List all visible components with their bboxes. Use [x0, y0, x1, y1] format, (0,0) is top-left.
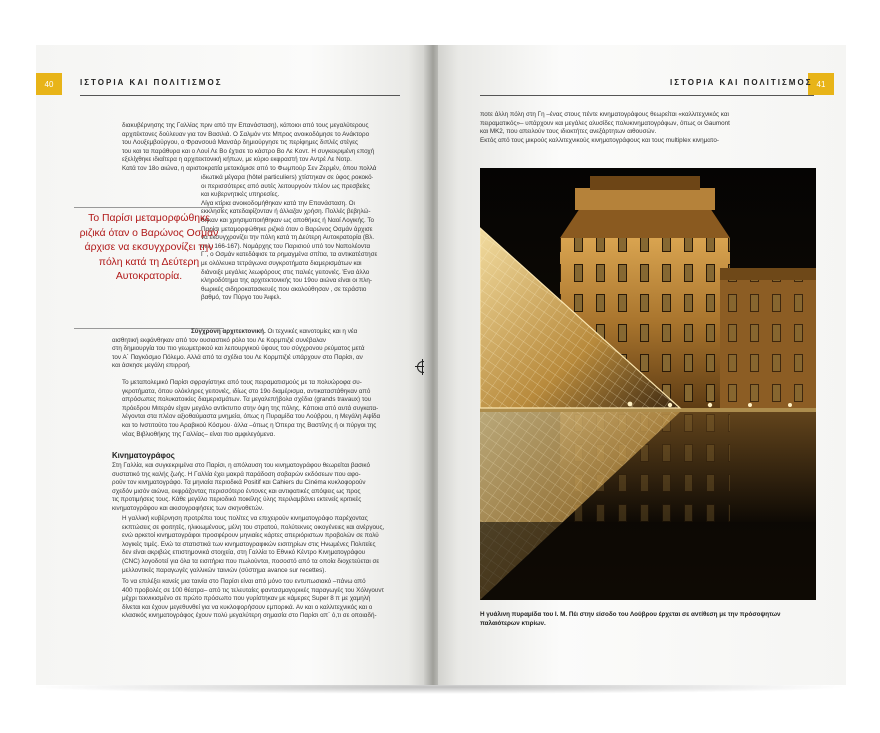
cinema-subheading: Κινηματογράφος — [112, 451, 175, 460]
text-line: διακυβέρνησης της Γαλλίας πριν από την Επανάσταση), κάποιοι από τους μεγαλύτερους — [122, 122, 369, 129]
text-line: κληροδότημα της αρχιτεκτονικής του 19ου αιώνα είναι οι πλη- — [201, 277, 373, 285]
text-line: εκκλησίες κατεδαφίζονταν ή άλλαζαν χρήση. Πολλές βεβηλώ- — [201, 208, 371, 216]
cinema-paragraph-1 — [112, 462, 400, 514]
text-line: ενώ αρκετοί κινηματογράφοι προσφέρουν μηνιαίες κάρτες απεριόριστων προβολών σε πολύ — [122, 532, 379, 540]
text-line: κινηματογράφου και ακισογραφήσεις των σκηνοθετών. — [112, 504, 264, 512]
text-line: τις προτιμήσεις τους. Κάθε μεγάλο περιοδικό ποικίλης ύλης περιλαμβάνει εκτενείς κριτικές — [112, 496, 362, 504]
text-line: εκπτώσεις σε φοιτητές, ηλικιωμένους, μέλη του στρατού, πολύτεκνες οικογένειες και ανέργους, — [122, 523, 385, 531]
text-line: Γ΄, ο Οσμάν κατεδάφισε τα ρημαγμένα σπίτια, τα αντικατέστησε — [201, 251, 378, 259]
photo-caption — [480, 610, 816, 628]
text-line: Εκτός από τους μικρούς καλλιτεχνικούς κινηματογράφους και τους multiplex κινηματο- — [480, 136, 719, 144]
text-line: λέγονται στα πλέον αξιοθαύμαστα μνημεία, όπως η Πυραμίδα του Λούβρου, η Μεγάλη Αψίδα — [122, 413, 381, 421]
text-line: Παρίσι μεταμορφώθηκε ριζικά όταν ο Βαρώνος Οσμάν άρχισε — [201, 225, 373, 233]
text-line: και κυβερνητικές υπηρεσίες. — [201, 191, 280, 199]
text-line: Κατά τον 18ο αιώνα, η αριστοκρατία μετακόμισε από το Φωμπούρ Σεν Ζερμέν, όπου πολλά — [122, 164, 377, 172]
text-line: λογικές τιμές. Ενώ τα στατιστικά των κινηματογραφικών εισιτηρίων στις Ηνωμένες Πολιτείες — [122, 540, 376, 548]
text-line: οι περισσότερες από αυτές λειτουργούν πλέον ως πρεσβείες — [201, 182, 370, 190]
text-line: διάνοιξε μεγάλες λεωφόρους στις παλιές γειτονιές. Ένα άλλο — [201, 268, 370, 276]
caption-line: Η γυάλινη πυραμίδα του Ι. Μ. Πέι στην είσοδο του Λούβρου έρχεται σε αντίθεση με την πρόσοψη — [480, 611, 770, 618]
text-line: του και τα παράθυρα και ο Λουί Λε Βο έχτισε το κάστρο Βο Λε Κοντ. Η συγκεκριμένη εποχή — [122, 147, 375, 155]
modern-architecture-lead: Σύγχρονη αρχιτεκτονική. — [191, 328, 266, 335]
text-line: και άσκησε μεγάλη επιρροή. — [112, 362, 191, 370]
page-number-left: 40 — [36, 73, 62, 95]
cinema-paragraph-3 — [112, 578, 400, 621]
text-line: νέας Βιβλιοθήκης της Γαλλίας– είναι πιο αμφιλεγόμενα. — [122, 430, 276, 438]
text-line: τον Α΄ Παγκόσμιο Πόλεμο. Αλλά από τα σχέδια του Λε Κορμπιζιέ υπάρχουν στο Παρίσι, αν — [112, 353, 363, 361]
text-line: (CNC) λογοδοτεί για όλα τα εισιτήρια που πωλούνται, ποσοστό από τα οποία διοχετεύεται σε — [122, 557, 380, 565]
text-line: θηκαν και χρησιμοποιήθηκαν ως αποθήκες ή Ναοί Λογικής. Το — [201, 216, 375, 224]
left-page — [36, 45, 428, 685]
text-line: μέχρι τεκνικισμένο σε πρώτο πρόσωπο που γυρίστηκαν με κάμερες Super 8 π με χαμηλή — [122, 595, 371, 603]
louvre-pyramid-illustration — [480, 168, 816, 600]
header-rule — [80, 95, 400, 96]
text-line: 400 προβολές σε 100 θέατρα– από τις τελευταίες φαντασμαγορικές παραγωγές του Χόλιγουντ — [122, 586, 384, 594]
right-page — [438, 45, 846, 685]
louvre-photo — [480, 168, 816, 600]
cinema-continued-paragraph — [480, 111, 816, 145]
text-line: σελ. 166-167). Νομάρχης του Παρισιού υπό τον Ναπολέοντα — [201, 242, 371, 250]
text-line: Λίγα κτίρια ανοικοδομήθηκαν κατά την Επανάσταση. Οι — [201, 199, 355, 207]
text-line: δεν είναι ακριβώς επιστημονικά στοιχεία, στη Γαλλία το Εθνικό Κέντρο Κινηματογράφου — [122, 549, 366, 557]
text-line: πρόεδρου Μιτεράν είχαν μεγάλο αντίκτυπο στην όψη της πόλης. Κάποια από αυτά συγκατα- — [122, 404, 379, 412]
text-line: δίνεται και έχουν μεγεθυνθεί για να κυκλοφορήσουν εμπορικά. Αν και ο καλλιτεχνικός και ο — [122, 603, 373, 611]
text-line: ρούν τον κινηματογράφο. Τα μηνιαία περιοδικά Positif και Cahiers du Cinéma κυκλοφορούν — [112, 479, 366, 487]
text-line: ποτε άλλη πόλη στη Γη –ένας στους πέντε κινηματογράφους θεωρείται «καλλιτεχνικός και — [480, 111, 729, 118]
cinema-paragraph-2 — [112, 515, 400, 575]
text-line: γκροτήματα, όπου ολόκληρες γειτονιές, ιδίως στο 19ο διαμέρισμα, αντικαταστάθηκαν από — [122, 387, 371, 395]
text-line: κλασικός κινηματογράφος έχουν πολύ μεγαλύτερη σημασία στο Παρίσι απ΄ ό,τι σε οποιαδή- — [122, 612, 377, 620]
running-head-left: ΙΣΤΟΡΙΑ ΚΑΙ ΠΟΛΙΤΙΣΜΟΣ — [80, 78, 223, 87]
text-line: εξελίχθηκε ιδιαίτερα η αρχιτεκτονική κήπων, με κύριο εκφραστή τον Αντρέ Λε Νοτρ. — [122, 156, 352, 164]
text-line: με ολόλευκα τετράγωνα συγκροτήματα διαμερισμάτων και — [201, 259, 362, 267]
text-line: Το μεταπολεμικό Παρίσι σφραγίστηκε από τους πειραματισμούς με τα πολυώροφα συ- — [122, 379, 362, 386]
modern-architecture-paragraph — [112, 328, 400, 371]
open-book — [36, 45, 846, 685]
text-line: αισθητική εκφάνθηκαν από τον ουσιαστικό ρόλο του Λε Κορμπιζιέ συνέβαλαν — [112, 336, 326, 344]
text-line: θωρικές σιδηροκατασκευές που ακολούθησαν , σε τεράστιο — [201, 285, 367, 293]
text-line: Η γαλλική κυβέρνηση προτρέπει τους πολίτες να επιχειρούν κινηματογράφο παρέχοντας — [122, 515, 368, 522]
postwar-paragraph — [112, 379, 400, 439]
text-line: στη δημιουργία του πιο γεωμετρικού και λειτουργικού ύφους του σύγχρονου ρεύματος μετά — [112, 345, 365, 353]
text-line: απρόσωπες πολυκατοικίες διαμερισμάτων. Τα μεγαλεπήβολα σχέδια (grands travaux) του — [122, 396, 372, 404]
text-line: Στη Γαλλία, και συγκεκριμένα στο Παρίσι, η απόλαυση του κινηματογράφου θεωρείται βασικό — [112, 462, 370, 469]
text-line: ιδιωτικά μέγαρα (hôtel particuliers) χτίστηκαν σε ύφος ροκοκό· — [201, 174, 374, 181]
text-line: σχεδόν μισόν αιώνα, εκφράζοντας περισσότερο έντονες και αντιφατικές απόψεις ως προς — [112, 487, 361, 495]
pull-quote: Το Παρίσι μεταμορφώθηκε ριζικά όταν ο Βαρώνος Οσμάν άρχισε να εκσυγχρονίζει την πόλη κατά τη Δεύτερη Αυτοκρατορία. — [79, 213, 219, 282]
text-line: μελλοντικές παραγωγές γαλλικών ταινιών (σύστημα avance sur recettes). — [122, 566, 327, 574]
modern-architecture-first: Οι τεχνικές καινοτομίες και η νέα — [265, 328, 358, 335]
text-line: βαθμό, τον Πύργο του Άιφελ. — [201, 294, 282, 302]
text-line: του Λουξεμβούργου, ο Φρανσουά Μανσάρ δημιούργησε τις περίφημες διπλές στέγες — [122, 139, 359, 147]
text-line: Το να επιλέξει κανείς μια ταινία στο Παρίσι είναι από μόνο του εντυπωσιακό –πάνω από — [122, 578, 366, 585]
header-rule — [480, 95, 814, 96]
pull-quote-rule-top — [74, 207, 224, 208]
text-line: πειραματικός»– υπάρχουν και μεγάλες αλυσίδες πολυκινηματογράφων, όπως οι Gaumont — [480, 119, 730, 127]
text-line: αρχιτέκτονες δούλευαν για τον Βασιλιά. Ο Σαλμόν ντε Μπρος ανοικοδόμησε το Ανάκτορο — [122, 130, 370, 138]
intro-paragraph — [112, 122, 400, 174]
text-line: και το Ινστιτούτο του Αραβικού Κόσμου· άλλα –όπως η Όπερα της Βαστίλης ή οι πύργοι της — [122, 421, 377, 429]
page-number-right: 41 — [808, 73, 834, 95]
text-line: και MK2, που απειλούν τους ιδιοκτήτες ανεξάρτητων αιθουσών. — [480, 128, 657, 136]
caption-line: των παλαιότερων κτιρίων. — [480, 611, 781, 627]
text-line: να εκσυγχρονίζει την πόλη κατά τη Δεύτερη Αυτοκρατορία (Βλ. — [201, 234, 375, 242]
running-head-right: ΙΣΤΟΡΙΑ ΚΑΙ ΠΟΛΙΤΙΣΜΟΣ — [670, 78, 813, 87]
text-line: συστατικό της καλής ζωής. Η Γαλλία έχει μακρά παράδοση σοβαρών εκδόσεων που αφο- — [112, 470, 361, 478]
